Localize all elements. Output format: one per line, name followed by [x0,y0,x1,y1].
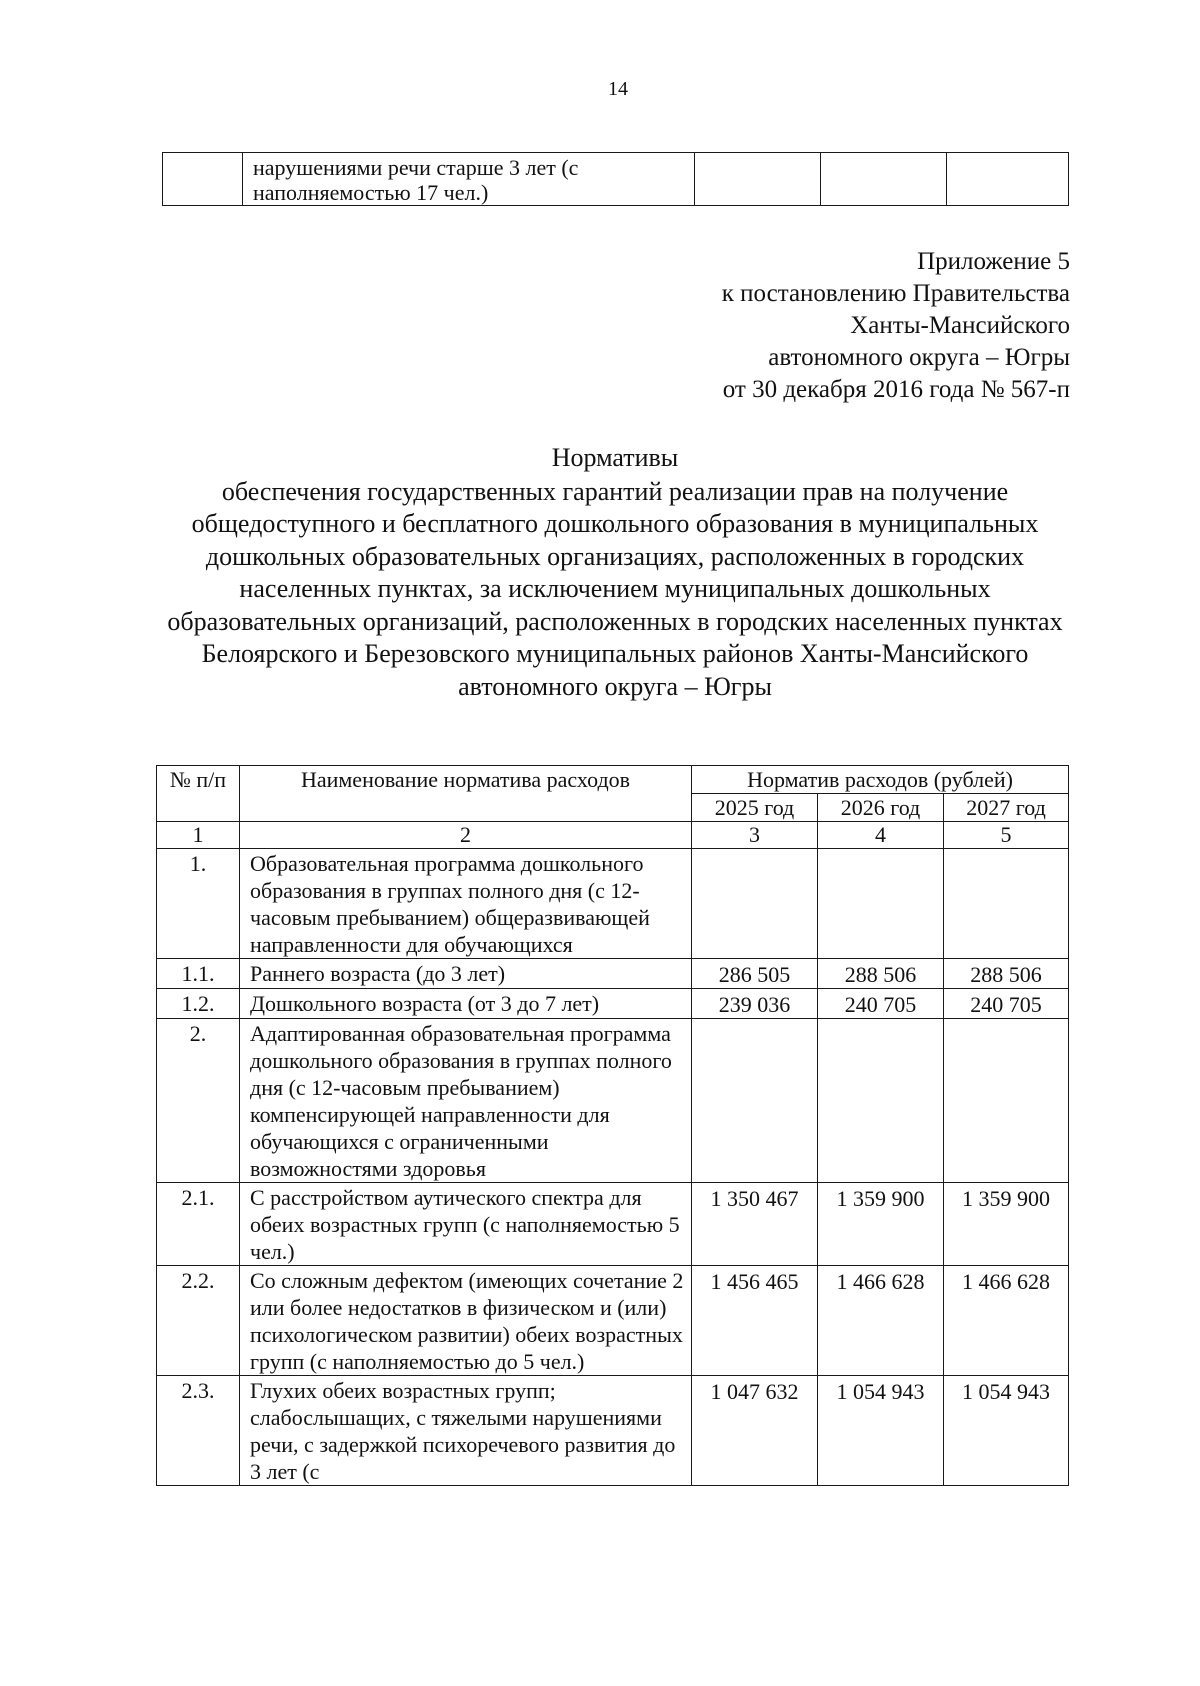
appendix-line: к постановлению Правительства [721,280,1070,307]
table-row [157,1376,1069,1486]
table-row [157,1183,1069,1266]
row-number: 1.1. [157,959,240,989]
row-number: 2.2. [157,1266,240,1376]
column-index: 4 [818,822,944,849]
row-number: 1.2. [157,989,240,1019]
document-title [160,442,1070,703]
header-name: Наименование норматива расходов [240,766,692,822]
row-name: Глухих обеих возрастных групп; слабослышащих, с тяжелыми нарушениями речи, с задержкой психоречевого развития до 3 лет (с [240,1376,692,1486]
continuation-table [162,152,1069,206]
row-value: 239 036 [692,989,818,1019]
row-value: 1 359 900 [944,1183,1069,1266]
page-number: 14 [608,78,628,100]
title-heading: Нормативы [551,443,679,472]
column-index-row [157,822,1069,849]
value-cell [695,153,821,206]
table-row [157,989,1069,1019]
row-value: 1 466 628 [944,1266,1069,1376]
header-year: 2025 год [692,794,818,822]
row-value: 240 705 [818,989,944,1019]
column-index: 2 [240,822,692,849]
appendix-line: от 30 декабря 2016 года № 567-п [722,376,1070,403]
row-value: 1 456 465 [692,1266,818,1376]
row-name: Раннего возраста (до 3 лет) [240,959,692,989]
column-index: 3 [692,822,818,849]
row-value: 1 054 943 [818,1376,944,1486]
row-value [692,849,818,959]
continuation-text: нарушениями речи старше 3 лет (с наполняемостью 17 чел.) [243,153,695,206]
row-value: 288 506 [818,959,944,989]
row-number: 2. [157,1019,240,1183]
header-group: Норматив расходов (рублей) [692,766,1069,794]
row-value: 1 054 943 [944,1376,1069,1486]
table-header-row [157,766,1069,794]
row-name: Дошкольного возраста (от 3 до 7 лет) [240,989,692,1019]
value-cell [821,153,947,206]
column-index: 1 [157,822,240,849]
column-index: 5 [944,822,1069,849]
row-value: 240 705 [944,989,1069,1019]
row-value: 1 350 467 [692,1183,818,1266]
row-name: Со сложным дефектом (имеющих сочетание 2 или более недостатков в физическом и (или) психологическом развитии) обеих возрастных групп (с наполняемостью до 5 чел.) [240,1266,692,1376]
row-number: 2.3. [157,1376,240,1486]
table-row [157,1266,1069,1376]
row-value [944,1019,1069,1183]
row-name: Образовательная программа дошкольного образования в группах полного дня (с 12-часовым пребыванием) общеразвивающей направленности для обучающихся [240,849,692,959]
title-subtitle: обеспечения государственных гарантий реализации прав на получение общедоступного и бесплатного дошкольного образования в муниципальных дошкольных образовательных организациях, расположенных в городских населенных пунктах, за исключением муниципальных дошкольных образовательных организаций, расположенных в городских населенных пунктах Белоярского и Березовского муниципальных районов Ханты-Мансийского автономного округа – Югры [167,476,1063,701]
row-name: С расстройством аутического спектра для обеих возрастных групп (с наполняемостью 5 чел.) [240,1183,692,1266]
row-value: 1 466 628 [818,1266,944,1376]
row-value [818,1019,944,1183]
appendix-line: Ханты-Мансийского [850,312,1070,339]
row-value [818,849,944,959]
row-value: 286 505 [692,959,818,989]
appendix-line: Приложение 5 [917,248,1070,275]
header-year: 2027 год [944,794,1069,822]
header-year: 2026 год [818,794,944,822]
header-num: № п/п [157,766,240,822]
norms-table [156,765,1069,1486]
row-name: Адаптированная образовательная программа дошкольного образования в группах полного дня (с 12-часовым пребыванием) компенсирующей направленности для обучающихся с ограниченными возможностями здоровья [240,1019,692,1183]
table-row [157,849,1069,959]
row-number: 2.1. [157,1183,240,1266]
num-cell [163,153,243,206]
table-row [157,1019,1069,1183]
row-value [944,849,1069,959]
row-value: 288 506 [944,959,1069,989]
row-number: 1. [157,849,240,959]
table-row [157,959,1069,989]
value-cell [947,153,1069,206]
row-value: 1 359 900 [818,1183,944,1266]
row-value: 1 047 632 [692,1376,818,1486]
table-row [163,153,1069,206]
appendix-line: автономного округа – Югры [768,344,1070,371]
row-value [692,1019,818,1183]
appendix-block [722,246,1070,406]
